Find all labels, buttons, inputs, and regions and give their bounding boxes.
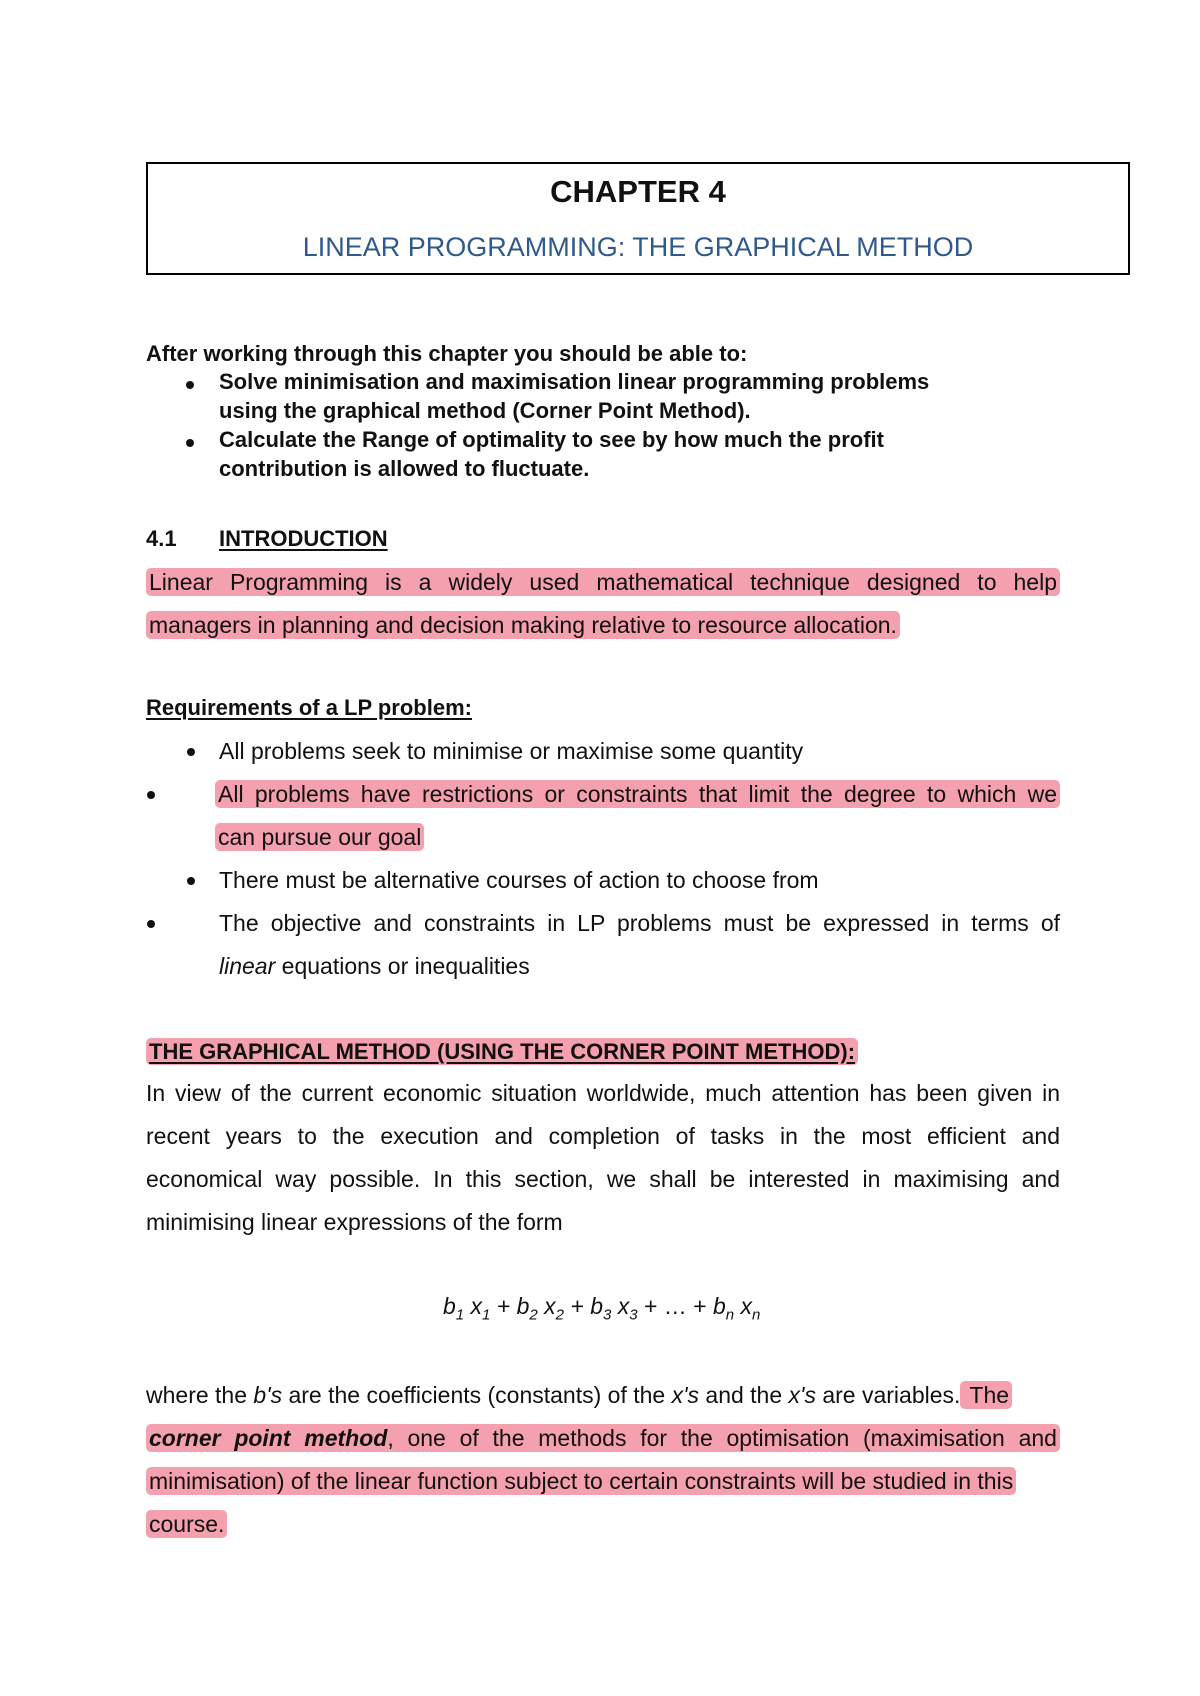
graphical-line-1: In view of the current economic situation worldwide, much attention has been given in: [146, 1080, 1060, 1106]
bullet-icon: [186, 381, 194, 389]
objectives-intro: After working through this chapter you should be able to:: [146, 341, 748, 366]
linear-expression-formula: $b_1$ $x_1 + b_2$ $x_2 + b_3$ $x_3$ + … + $b_n$ $x_n$: [443, 1293, 761, 1324]
highlighted-text: minimisation) of the linear function subject to certain constraints will be studied in this: [146, 1467, 1016, 1495]
requirement-4-rest: equations or inequalities: [275, 953, 530, 979]
requirement-1: All problems seek to minimise or maximise some quantity: [219, 738, 804, 764]
closing-line-1: where the b's are the coefficients (constants) of the x's and the x's are variables. The: [146, 1380, 1012, 1410]
highlighted-text: THE GRAPHICAL METHOD (USING THE CORNER POINT METHOD):: [146, 1038, 858, 1065]
requirement-4-line-1: The objective and constraints in LP problems must be expressed in terms of: [219, 910, 1060, 936]
chapter-title: CHAPTER 4: [550, 174, 726, 209]
intro-line-1: [146, 567, 1060, 597]
closing-line-3: [146, 1466, 1016, 1496]
chapter-subtitle: LINEAR PROGRAMMING: THE GRAPHICAL METHOD: [302, 232, 974, 262]
section-title: INTRODUCTION: [219, 526, 388, 551]
closing-line-4: [146, 1509, 227, 1539]
highlighted-text: managers in planning and decision making relative to resource allocation.: [146, 611, 900, 639]
requirement-3: There must be alternative courses of action to choose from: [219, 867, 819, 893]
bullet-icon: [186, 439, 194, 447]
closing-line-2: [146, 1423, 1060, 1453]
bullet-icon: [147, 920, 155, 928]
highlighted-text: The: [960, 1381, 1012, 1409]
graphical-line-4: minimising linear expressions of the form: [146, 1209, 563, 1235]
chapter-header-box: [146, 162, 1130, 275]
objective-2-line-1: Calculate the Range of optimality to see by how much the profit: [219, 427, 884, 452]
requirement-4-line-2: [219, 951, 530, 981]
graphical-line-2: recent years to the execution and completion of tasks in the most efficient and: [146, 1123, 1060, 1149]
requirement-2-line-1: [215, 779, 1060, 809]
objective-1-line-2: using the graphical method (Corner Point Method).: [219, 398, 751, 423]
intro-line-2: [146, 610, 900, 640]
highlighted-text: course.: [146, 1510, 227, 1538]
bullet-icon: [187, 748, 195, 756]
bullet-icon: [147, 791, 155, 799]
highlighted-text: Linear Programming is a widely used mathematical technique designed to help: [146, 568, 1060, 596]
requirements-heading: Requirements of a LP problem:: [146, 695, 472, 720]
requirement-2-line-2: [215, 822, 424, 852]
highlighted-text: can pursue our goal: [215, 823, 424, 851]
emphasis-text: linear: [219, 953, 276, 979]
objective-1-line-1: Solve minimisation and maximisation linear programming problems: [219, 369, 930, 394]
graphical-line-3: economical way possible. In this section, we shall be interested in maximising and: [146, 1166, 1060, 1192]
bullet-icon: [187, 877, 195, 885]
highlighted-text: All problems have restrictions or constraints that limit the degree to which we: [215, 780, 1060, 808]
highlighted-text: corner point method, one of the methods for the optimisation (maximisation and: [146, 1424, 1060, 1452]
objective-2-line-2: contribution is allowed to fluctuate.: [219, 456, 590, 481]
graphical-heading: [146, 1037, 858, 1067]
section-number: 4.1: [146, 526, 177, 551]
